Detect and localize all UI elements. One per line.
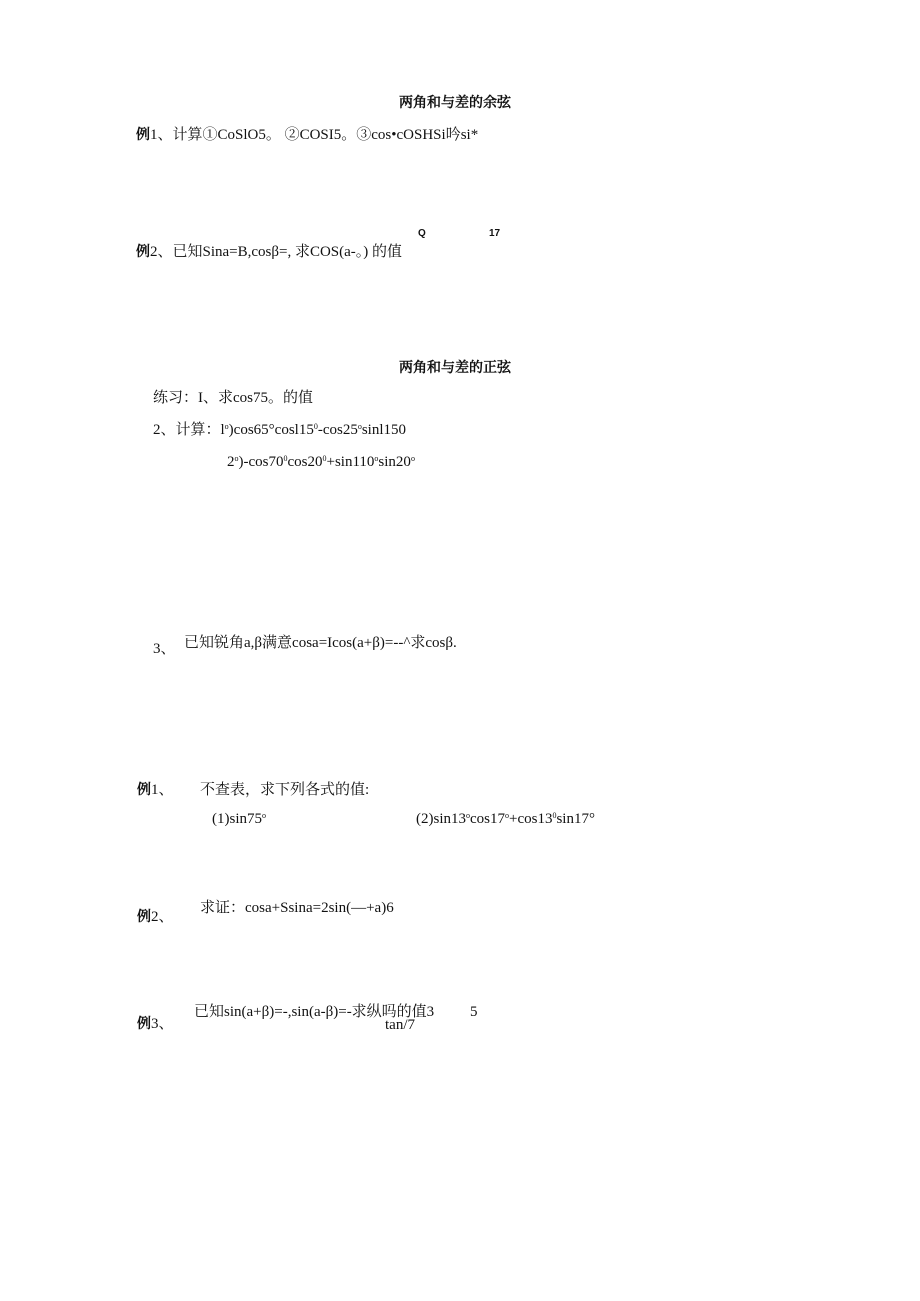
practice-2-prefix: 2、计算：l [153,422,225,438]
example-number: 3、 [151,1016,174,1032]
example-number: 1、 [151,782,174,798]
example-number: 2、 [151,909,174,925]
superscript: 0 [552,811,557,820]
sine-example-3-text: 已知sin(a+β)=-,sin(a-β)=-求纵吗的值3 [194,1004,435,1020]
example-label: 例 [137,909,151,925]
superscript: o [505,811,509,820]
item-text: (2)sin13 [416,811,466,827]
practice-2b-part: )-cos70 [238,454,284,470]
sine-example-1-label [137,783,174,798]
section-title-sine: 两角和与差的正弦 [399,360,511,376]
superscript: 0 [313,422,318,431]
item-text: +cos13 [509,811,553,827]
mark-17: 17 [489,228,501,239]
practice-2-part: )cos65°cosl15 [228,422,314,438]
example-label: 例 [137,1016,151,1032]
practice-1: 练习：I、求cos75。的值 [153,390,313,406]
practice-2-part: sinl150 [361,422,407,438]
example-2-line [136,245,402,260]
practice-2-line-2 [227,455,415,470]
item-text: (1)sin75 [212,811,262,827]
practice-2b-part: +sin110 [326,454,375,470]
mark-q: Q [418,228,426,239]
section-title-cosine: 两角和与差的余弦 [399,95,511,111]
item-text: cos17 [470,811,505,827]
sine-example-1-text: 不查表，求下列各式的值: [200,782,370,798]
superscript: o [466,811,470,820]
practice-2b-part: 2 [227,454,235,470]
superscript: o [357,422,362,431]
sine-example-1-item-b [416,812,595,827]
example-1-line [136,128,478,143]
sine-example-3-tan: tan/7 [385,1017,415,1033]
example-label: 例 [136,127,150,143]
example-label: 例 [137,782,151,798]
superscript: o [224,422,229,431]
sine-example-1-item-a [212,812,266,827]
sine-example-3-label [137,1017,174,1032]
superscript: o [410,454,415,463]
sine-example-2-text: 求证：cosa+Ssina=2sin(—+a)6 [200,900,394,916]
practice-2b-part: sin20 [378,454,411,470]
sine-example-2-label [137,910,174,925]
example-label: 例 [136,244,150,260]
superscript: 0 [322,454,327,463]
practice-2-part: -cos25 [317,422,358,438]
practice-3-text: 已知锐角a,β满意cosa=Icos(a+β)=--^求cosβ. [184,635,457,651]
practice-2b-part: cos20 [287,454,323,470]
example-2-text: 2、已知Sina=B,cosβ=, 求COS(a-。) 的值 [150,244,403,260]
sine-example-3-five: 5 [470,1004,478,1020]
practice-3-number: 3、 [153,641,176,657]
item-text: sin17° [556,811,595,827]
practice-2-line-1 [153,423,406,438]
superscript: o [374,454,379,463]
example-1-text: 1、计算①CoSlO5。 ②COSI5。③cos•cOSHSi吟si* [150,127,479,143]
superscript: o [262,811,266,820]
superscript: 0 [283,454,288,463]
superscript: o [234,454,239,463]
